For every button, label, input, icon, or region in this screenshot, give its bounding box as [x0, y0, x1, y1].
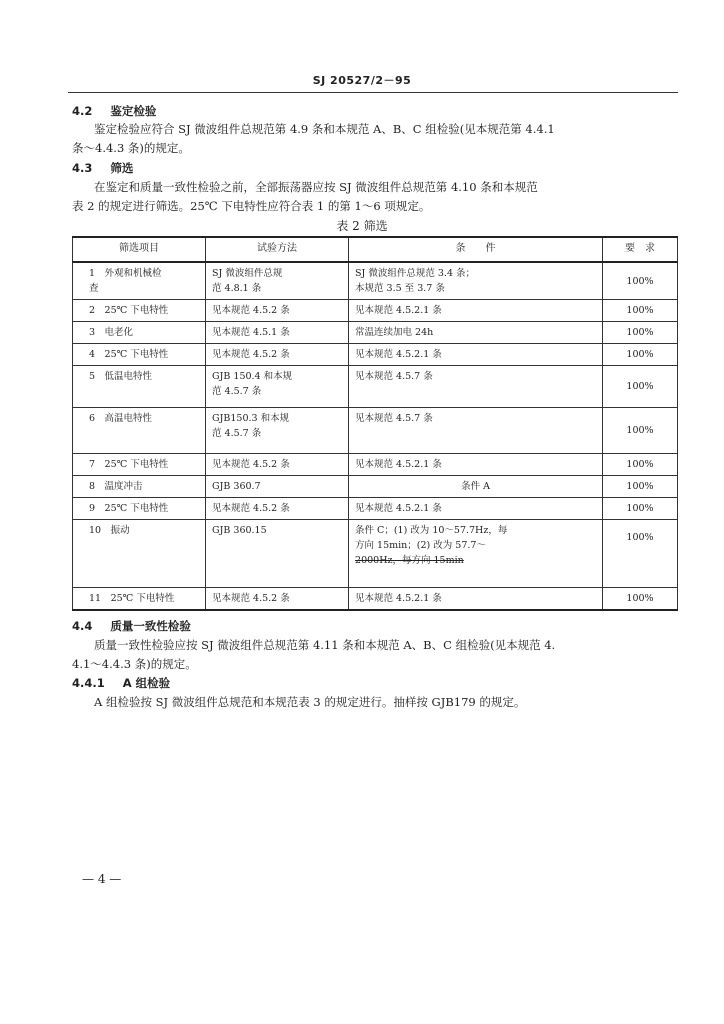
section-4-3-line-1: 在鉴定和质量一致性检验之前，全部振荡器应按 SJ 微波组件总规范第 4.10 条和本规范	[94, 180, 538, 194]
cell-method: GJB150.3 和本规 范 4.5.7 条	[206, 408, 349, 454]
cell-item: 8 温度冲击	[73, 476, 206, 498]
cell-method: 见本规范 4.5.2 条	[206, 454, 349, 476]
cell-condition: 常温连续加电 24h	[349, 322, 603, 344]
cell-item: 10 振动	[73, 520, 206, 588]
table-row	[73, 498, 678, 520]
cell-condition: 条件 C；(1) 改为 10～57.7Hz，每 方向 15min；(2) 改为 57.7～ 2000Hz，每方向 15min	[349, 520, 603, 588]
table-row	[73, 262, 678, 300]
table-row	[73, 476, 678, 498]
column-header-item: 筛选项目	[73, 237, 206, 262]
section-4-4-1-heading	[72, 675, 170, 691]
table-header-row	[73, 237, 678, 262]
cell-item: 4 25℃ 下电特性	[73, 344, 206, 366]
cell-method: 见本规范 4.5.1 条	[206, 322, 349, 344]
section-4-4-line-1: 质量一致性检验应按 SJ 微波组件总规范第 4.11 条和本规范 A、B、C 组检验(见本规范 4.	[94, 638, 556, 652]
cell-item: 6 高温电特性	[73, 408, 206, 454]
section-4-2-heading	[72, 103, 156, 119]
cell-method: 见本规范 4.5.2 条	[206, 300, 349, 322]
section-4-4-heading	[72, 618, 191, 634]
section-number: 4.4	[72, 619, 93, 633]
cell-requirement: 100%	[603, 262, 678, 300]
cell-requirement: 100%	[603, 520, 678, 588]
cell-item: 11 25℃ 下电特性	[73, 588, 206, 611]
section-4-4-line-2: 4.1～4.4.3 条)的规定。	[72, 657, 197, 671]
table-row	[73, 300, 678, 322]
section-number: 4.3	[72, 161, 93, 175]
cell-requirement: 100%	[603, 476, 678, 498]
table-row	[73, 366, 678, 408]
cell-item: 9 25℃ 下电特性	[73, 498, 206, 520]
cell-method: GJB 360.15	[206, 520, 349, 588]
cell-requirement: 100%	[603, 408, 678, 454]
cell-method: 见本规范 4.5.2 条	[206, 498, 349, 520]
cell-condition: 见本规范 4.5.7 条	[349, 366, 603, 408]
cell-requirement: 100%	[603, 454, 678, 476]
section-4-2-line-2: 条～4.4.3 条)的规定。	[72, 141, 190, 155]
table-row	[73, 520, 678, 588]
table-row	[73, 588, 678, 611]
column-header-condition: 条 件	[349, 237, 603, 262]
cell-requirement: 100%	[603, 366, 678, 408]
cell-condition: 见本规范 4.5.2.1 条	[349, 454, 603, 476]
cell-condition: 见本规范 4.5.2.1 条	[349, 498, 603, 520]
cell-method: 见本规范 4.5.2 条	[206, 588, 349, 611]
section-title: 鉴定检验	[110, 104, 157, 118]
table-row	[73, 454, 678, 476]
column-header-method: 试验方法	[206, 237, 349, 262]
cell-requirement: 100%	[603, 344, 678, 366]
cell-item: 5 低温电特性	[73, 366, 206, 408]
cell-condition: 见本规范 4.5.2.1 条	[349, 588, 603, 611]
section-4-3-heading	[72, 160, 133, 176]
table-row	[73, 322, 678, 344]
cell-item: 2 25℃ 下电特性	[73, 300, 206, 322]
table-row	[73, 408, 678, 454]
cell-item: 7 25℃ 下电特性	[73, 454, 206, 476]
section-4-3-line-2: 表 2 的规定进行筛选。25℃ 下电特性应符合表 1 的第 1～6 项规定。	[72, 199, 431, 213]
section-number: 4.2	[72, 104, 93, 118]
cell-item: 1 外观和机械检 查	[73, 262, 206, 300]
page-number: — 4 —	[82, 872, 122, 886]
section-title: 筛选	[110, 161, 134, 175]
cell-method: GJB 360.7	[206, 476, 349, 498]
section-number: 4.4.1	[72, 676, 105, 690]
section-4-4-1-line-1: A 组检验按 SJ 微波组件总规范和本规范表 3 的规定进行。抽样按 GJB179 的规定。	[94, 695, 526, 709]
table-caption: 表 2 筛选	[336, 219, 388, 233]
cell-requirement: 100%	[603, 322, 678, 344]
cell-condition: 见本规范 4.5.7 条	[349, 408, 603, 454]
section-title: 质量一致性检验	[110, 619, 191, 633]
column-header-requirement: 要 求	[603, 237, 678, 262]
screening-table	[72, 236, 678, 611]
cell-item: 3 电老化	[73, 322, 206, 344]
cell-condition: 条件 A	[349, 476, 603, 498]
cell-requirement: 100%	[603, 588, 678, 611]
cell-requirement: 100%	[603, 498, 678, 520]
cell-condition: 见本规范 4.5.2.1 条	[349, 344, 603, 366]
section-title: A 组检验	[122, 676, 171, 690]
cell-method: GJB 150.4 和本规 范 4.5.7 条	[206, 366, 349, 408]
cell-method: SJ 微波组件总规 范 4.8.1 条	[206, 262, 349, 300]
header-divider	[68, 92, 678, 93]
cell-condition: SJ 微波组件总规范 3.4 条； 本规范 3.5 至 3.7 条	[349, 262, 603, 300]
cell-condition: 见本规范 4.5.2.1 条	[349, 300, 603, 322]
table-row	[73, 344, 678, 366]
document-header: SJ 20527/2－95	[312, 74, 412, 87]
cell-method: 见本规范 4.5.2 条	[206, 344, 349, 366]
section-4-2-line-1: 鉴定检验应符合 SJ 微波组件总规范第 4.9 条和本规范 A、B、C 组检验(见本规范第 4.4.1	[94, 122, 555, 136]
cell-requirement: 100%	[603, 300, 678, 322]
